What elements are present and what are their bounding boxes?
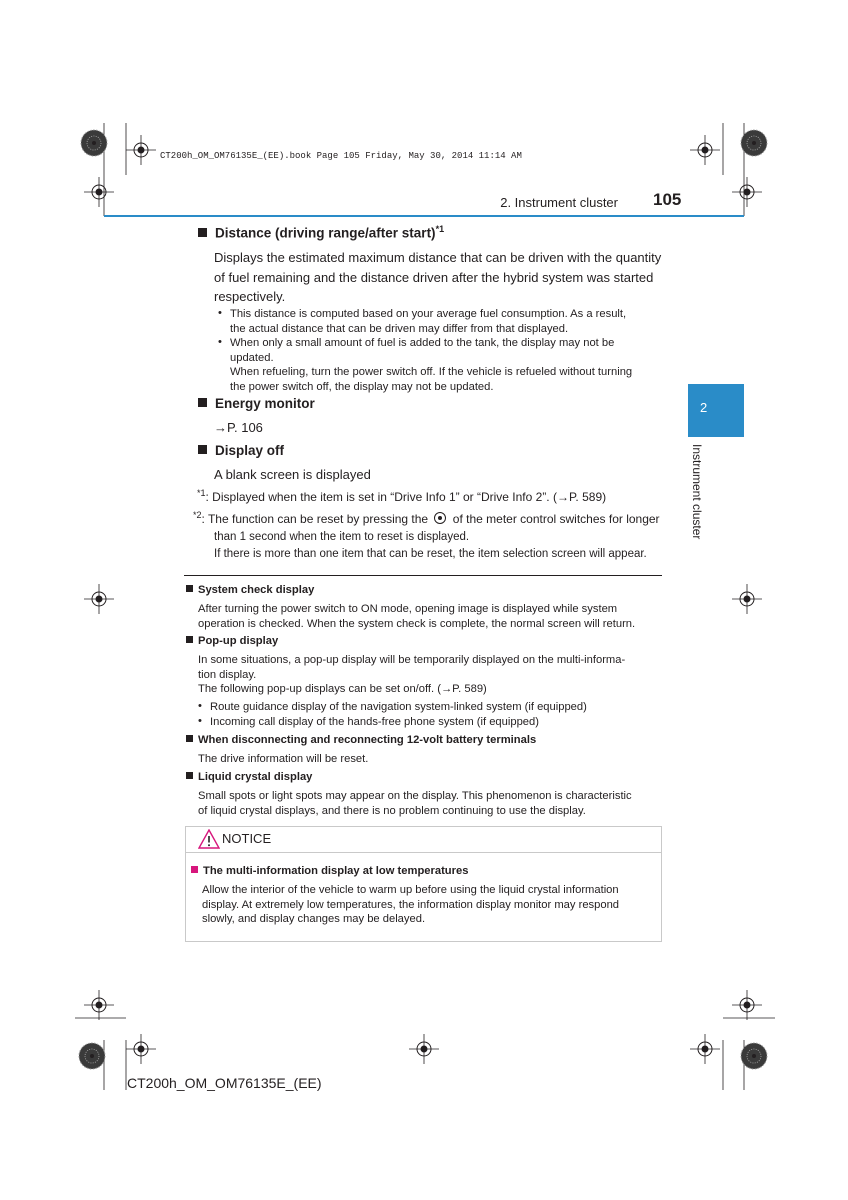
square-bullet-icon <box>198 228 207 237</box>
system-check-heading: System check display <box>186 584 314 596</box>
distance-bullet-2: When only a small amount of fuel is added to the tank, the display may not be updated. When refueling, turn the power switch off. If the vehicle is refueled without turning the power switch off, the display may not be updated. <box>230 337 633 393</box>
battery-heading: When disconnecting and reconnecting 12-volt battery terminals <box>186 734 536 746</box>
notice-separator <box>186 852 661 853</box>
popup-bullet-1: Route guidance display of the navigation system-linked system (if equipped) <box>210 701 587 713</box>
star-target-icon <box>79 1043 105 1069</box>
energy-monitor-link[interactable]: →P. 106 <box>214 420 263 435</box>
distance-text: Displays the estimated maximum distance that can be driven with the quantity of fuel remaining and the distance driven after the hybrid system was started respectively. <box>214 250 662 304</box>
section-divider <box>184 575 662 576</box>
battery-text: The drive information will be reset. <box>198 753 369 765</box>
distance-heading: Distance (driving range/after start)$^{*1}$ <box>198 224 444 241</box>
square-bullet-icon <box>198 445 207 454</box>
meter-control-switch-icon <box>434 512 446 524</box>
footer-code: CT200h_OM_OM76135E_(EE) <box>127 1075 322 1091</box>
chapter-number: 2 <box>700 400 708 415</box>
star-target-icon <box>741 130 767 156</box>
section-title: 2. Instrument cluster <box>500 195 618 210</box>
chapter-tab <box>688 384 744 437</box>
popup-bullet-2: Incoming call display of the hands-free phone system (if equipped) <box>210 716 539 728</box>
square-bullet-icon <box>186 772 193 779</box>
distance-bullet-1: This distance is computed based on your average fuel consumption. As a result, the actual distance that can be driven may differ from that displayed. <box>230 308 627 335</box>
square-bullet-icon <box>198 398 207 407</box>
lcd-heading: Liquid crystal display <box>186 771 312 783</box>
footnote-1: $^{*1}$: Displayed when the item is set in “Drive Info 1” or “Drive Info 2”. (→P. 589) <box>197 488 607 504</box>
notice-text: Allow the interior of the vehicle to warm up before using the liquid crystal information display. At extremely low temperatures, the information display monitor may respond slowly, and display changes may be delayed. <box>202 884 620 925</box>
square-bullet-icon <box>186 636 193 643</box>
header-rule <box>104 215 744 217</box>
system-check-text: After turning the power switch to ON mode, opening image is displayed while system operation is checked. When the system check is complete, the normal screen will return. <box>198 603 636 630</box>
chapter-label: Instrument cluster <box>690 444 704 540</box>
star-target-icon <box>741 1043 767 1069</box>
bullet-icon: • <box>198 700 202 712</box>
print-header: CT200h_OM_OM76135E_(EE).book Page 105 Friday, May 30, 2014 11:14 AM <box>160 151 522 161</box>
square-bullet-icon <box>186 585 193 592</box>
page-number: 105 <box>653 190 682 209</box>
footnote-2-continued: than 1 second when the item to reset is displayed. If there is more than one item that can be reset, the item selection screen will appear. <box>214 531 647 560</box>
popup-text: In some situations, a pop-up display will be temporarily displayed on the multi-informa- tion display. The following pop-up displays can be set on/off. (→P. 589) <box>198 654 626 695</box>
square-bullet-icon <box>186 735 193 742</box>
bullet-icon: • <box>198 715 202 727</box>
display-off-heading: Display off <box>198 443 284 458</box>
star-target-icon <box>81 130 107 156</box>
notice-title: NOTICE <box>222 831 272 846</box>
display-off-text: A blank screen is displayed <box>214 467 371 482</box>
energy-monitor-heading: Energy monitor <box>198 396 315 411</box>
bullet-icon: • <box>218 336 222 348</box>
footnote-2: $^{*2}$: The function can be reset by pressing the of the meter control switches for longer <box>193 510 660 526</box>
lcd-text: Small spots or light spots may appear on the display. This phenomenon is characteristic of liquid crystal displays, and there is no problem continuing to use the display. <box>198 790 632 817</box>
warning-triangle-icon <box>198 829 220 849</box>
square-bullet-icon <box>191 866 198 873</box>
popup-heading: Pop-up display <box>186 635 278 647</box>
notice-heading: The multi-information display at low temperatures <box>191 865 468 877</box>
bullet-icon: • <box>218 307 222 319</box>
